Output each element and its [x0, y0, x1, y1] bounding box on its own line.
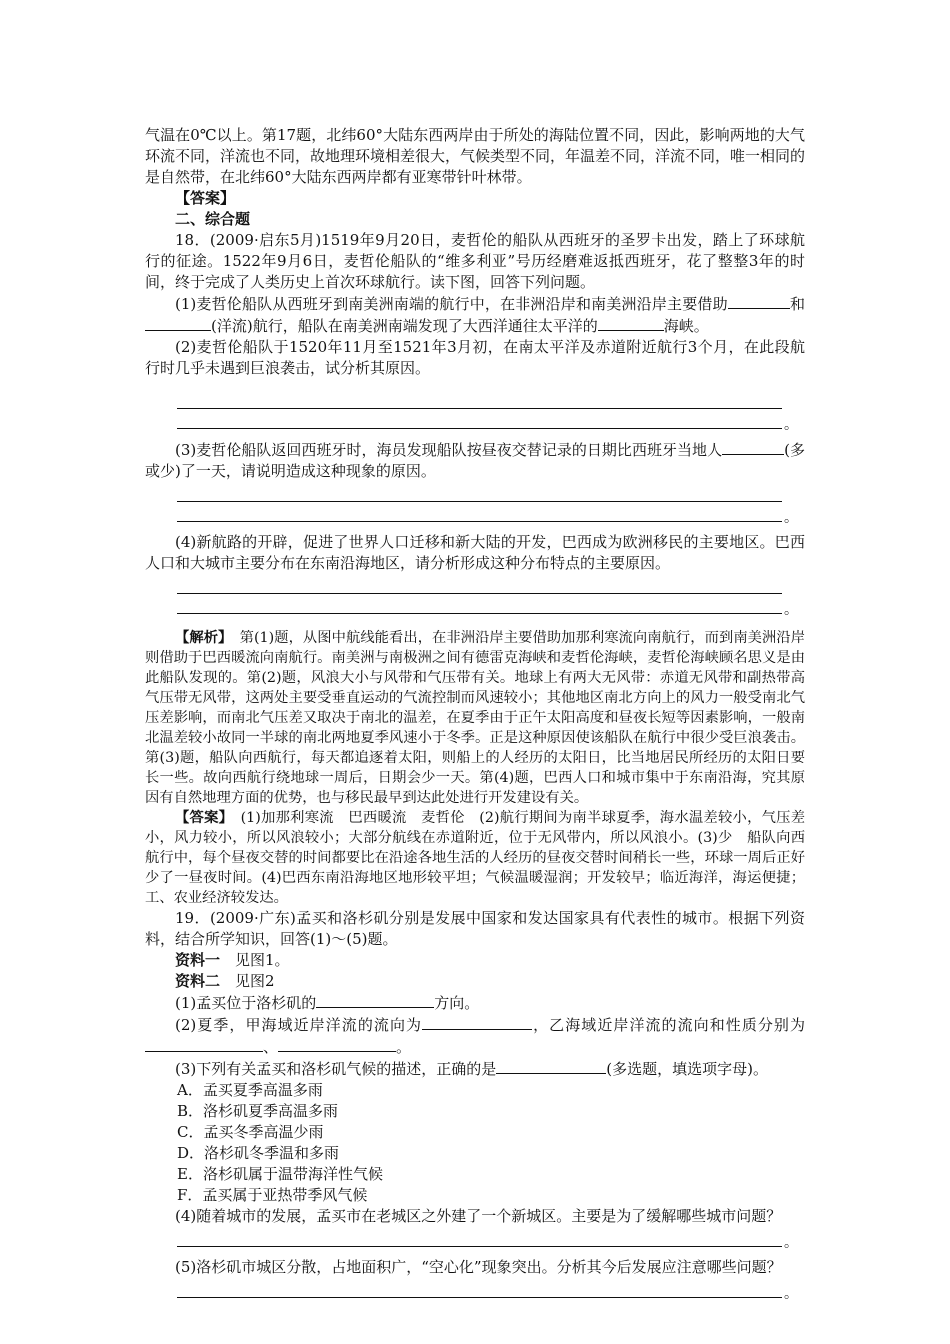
answer-line[interactable]	[177, 482, 782, 502]
q19-blank-4[interactable]	[278, 1036, 396, 1052]
top-paragraph: 气温在0℃以上。第17题，北纬60°大陆东西两岸由于所处的海陆位置不同，因此，影响两地的大气环流不同，洋流也不同，故地理环境相差很大，气候类型不同，年温差不同，洋流不同，唯一相同的是自然带，在北纬60°大陆东西两岸都有亚寒带针叶林带。	[145, 126, 806, 186]
q19-intro: 19．(2009·广东)孟买和洛杉矶分别是发展中国家和发达国家具有代表性的城市。根据下列资料，结合所学知识，回答(1)～(5)题。	[145, 909, 805, 948]
option-item: F．孟买属于亚热带季风气候	[177, 1186, 368, 1204]
answer-line[interactable]	[177, 594, 782, 614]
q18-blank-1[interactable]	[728, 293, 790, 309]
q18-blank-4[interactable]	[722, 439, 784, 455]
option-item: D．洛杉矶冬季温和多雨	[177, 1144, 340, 1162]
answer-line[interactable]	[177, 409, 782, 429]
q19-blank-5[interactable]	[496, 1058, 606, 1074]
answer-line[interactable]	[177, 574, 782, 594]
option-item: A．孟买夏季高温多雨	[177, 1081, 323, 1099]
option-item: B．洛杉矶夏季高温多雨	[177, 1102, 339, 1120]
q19-part5: (5)洛杉矶市城区分散，占地面积广，“空心化”现象突出。分析其今后发展应注意哪些问题？	[175, 1258, 782, 1276]
answer-label: 【答案】	[175, 189, 236, 207]
document-page	[145, 125, 805, 1298]
q18-analysis: 【解析】 第(1)题，从图中航线能看出，在非洲沿岸主要借助加那利寒流向南航行，而到南美洲沿岸则借助于巴西暖流向南航行。南美洲与南极洲之间有德雷克海峡和麦哲伦海峡，麦哲伦海峡顾名思义是由此船队发现的。第(2)题，风浪大小与风带和气压带有关。地球上有两大无风带：赤道无风带和副热带高气压带无风带，这两处主要受垂直运动的气流控制而风速较小；其他地区南北方向上的风力一般受南北气压差影响，而南北气压差又取决于南北的温差，在夏季由于正午太阳高度和昼夜长短等因素影响，一般南北温差较小故同一半球的南北两地夏季风速小于冬季。正是这种原因使该船队在航行中很少受巨浪袭击。第(3)题，船队向西航行，每天都追逐着太阳，则船上的人经历的太阳日，比当地居民所经历的太阳日要长一些。故向西航行绕地球一周后，日期会少一天。第(4)题，巴西人口和城市集中于东南沿海，究其原因有自然地理方面的优势，也与移民最早到达此处进行开发建设有关。	[145, 630, 806, 806]
q18-blank-2[interactable]	[145, 315, 211, 331]
q19-part4: (4)随着城市的发展，孟买市在老城区之外建了一个新城区。主要是为了缓解哪些城市问题？	[175, 1207, 782, 1225]
option-item: C．孟买冬季高温少雨	[177, 1123, 324, 1141]
q18-part1: (1)麦哲伦船队从西班牙到南美洲南端的航行中，在非洲沿岸和南美洲沿岸主要借助 和(洋流)航行，船队在南美洲南端发现了大西洋通往太平洋的 海峡。	[145, 293, 805, 337]
q18-part2: (2)麦哲伦船队于1520年11月至1521年3月初，在南太平洋及赤道附近航行3个月，在此段航行时几乎未遇到巨浪袭击，试分析其原因。	[145, 338, 805, 377]
answer-line[interactable]	[177, 1227, 782, 1247]
answer-line[interactable]	[177, 1278, 782, 1298]
q18-intro: 18．(2009·启东5月)1519年9月20日，麦哲伦的船队从西班牙的圣罗卡出发，踏上了环球航行的征途。1522年9月6日，麦哲伦船队的“维多利亚”号历经磨难返抵西班牙，花了整整3年的时间，终于完成了人类历史上首次环球航行。读下图，回答下列问题。	[145, 231, 805, 291]
answer-line[interactable]	[177, 502, 782, 522]
q19-blank-2[interactable]	[422, 1014, 532, 1030]
q19-blank-1[interactable]	[316, 992, 434, 1008]
q18-part3: (3)麦哲伦船队返回西班牙时，海员发现船队按昼夜交替记录的日期比西班牙当地人 (多或少)了一天，请说明造成这种现象的原因。	[145, 441, 805, 480]
q19-part3: (3)下列有关孟买和洛杉矶气候的描述，正确的是 (多选题，填选项字母)。	[175, 1060, 768, 1078]
q19-part2: (2)夏季，甲海域近岸洋流的流向为 ，乙海域近岸洋流的流向和性质分别为、 。	[145, 1014, 805, 1058]
q18-blank-3[interactable]	[598, 315, 664, 331]
q18-part4: (4)新航路的开辟，促进了世界人口迁移和新大陆的开发，巴西成为欧洲移民的主要地区。巴西人口和大城市主要分布在东南沿海地区，请分析形成这种分布特点的主要原因。	[145, 533, 805, 572]
q19-part1: (1)孟买位于洛杉矶的 方向。	[175, 994, 480, 1012]
q19-material-1: 资料一 见图1。	[175, 951, 290, 969]
section-title: 二、综合题	[175, 210, 251, 228]
q19-blank-3[interactable]	[145, 1036, 263, 1052]
q18-answer: 【答案】 (1)加那利寒流 巴西暖流 麦哲伦 (2)航行期间为南半球夏季，海水温差较小，气压差小，风力较小，所以风浪较小；大部分航线在赤道附近，位于无风带内，所以风浪小。(3)少 船队向西航行中，每个昼夜交替的时间都要比在沿途各地生活的人经历的昼夜交替时间稍长一些，环球一周后正好少了一昼夜时间。(4)巴西东南沿海地区地形较平坦；气候温暖湿润；开发较早；临近海洋，海运便捷；工、农业经济较发达。	[145, 810, 806, 906]
q19-material-2: 资料二 见图2	[175, 972, 275, 990]
option-item: E．洛杉矶属于温带海洋性气候	[177, 1165, 383, 1183]
answer-line[interactable]	[177, 389, 782, 409]
